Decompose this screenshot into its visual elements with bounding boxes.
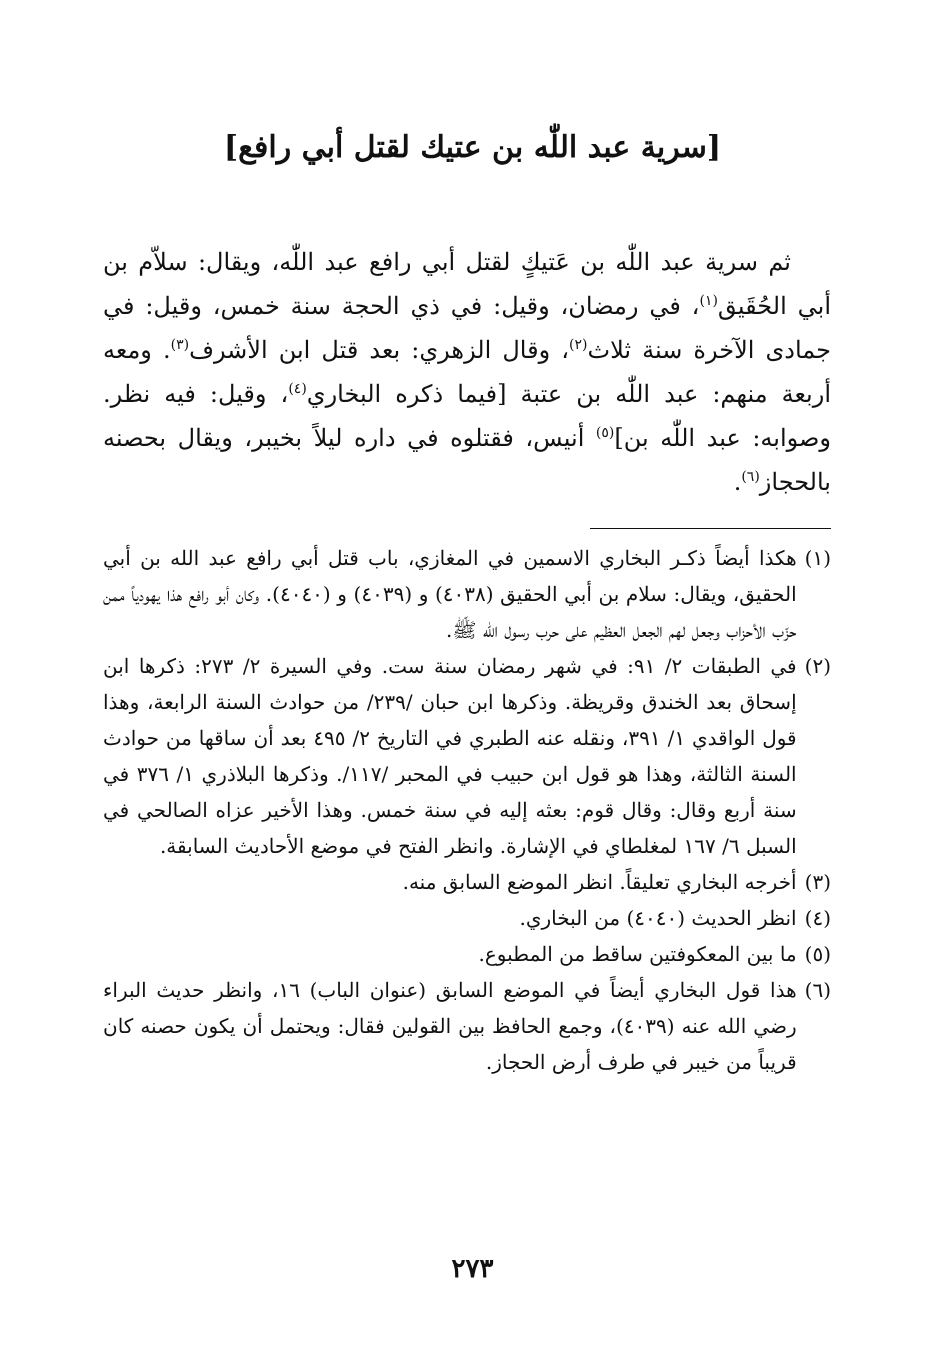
footnote-5 [103, 936, 831, 972]
footnote-text: ما بين المعكوفتين ساقط من المطبوع. [478, 942, 797, 966]
paragraph-text [103, 240, 831, 504]
footnote-number: (٦) [804, 978, 831, 1002]
footnote-4 [103, 900, 831, 936]
section-title: [سرية عبد اللّٰه بن عتيك لقتل أبي رافع] [223, 130, 722, 165]
footnote-ref: (٣) [170, 337, 190, 353]
page-number: ٢٧٣ [451, 1254, 494, 1284]
text-segment: ، وقيل: فيه نظر. وصوابه: عبد اللّٰه بن] [103, 380, 831, 452]
footnote-number: (٤) [804, 906, 831, 930]
text-segment: أنيس، فقتلوه في داره ليلاً بخيبر، ويقال بحصنه بالحجاز [103, 424, 831, 496]
footnote-number: (١) [804, 546, 831, 570]
footnote-2 [103, 648, 831, 864]
footnote-separator [590, 528, 831, 529]
text-segment: . [733, 468, 742, 496]
footnote-ref: (٤) [288, 381, 307, 397]
footnote-1 [103, 540, 831, 648]
footnotes [103, 540, 831, 1080]
text-segment: ، وقال الزهري: بعد قتل ابن الأشرف [189, 336, 569, 364]
footnote-text: في الطبقات ٢/ ٩١: في شهر رمضان سنة ست. وفي السيرة ٢/ ٢٧٣: ذكرها ابن إسحاق بعد الخندق وقريظة. وذكرها ابن حبان /٢٣٩/ من حوادث السنة الرابعة، وهذا قول الواقدي ١/ ٣٩١، ونقله عنه الطبري في التاريخ ٢/ ٤٩٥ بعد أن ساقها من حوادث السنة الثالثة، وهذا هو قول ابن حبيب في المحبر /١١٧/. وذكرها البلاذري ١/ ٣٧٦ في سنة أربع وقال: وقال قوم: بعثه إليه في سنة خمس. وهذا الأخير عزاه الصالحي في السبل ٦/ ١٦٧ لمغلطاي في الإشارة. وانظر الفتح في موضع الأحاديث السابقة. [103, 654, 797, 858]
footnote-6 [103, 972, 831, 1080]
footnote-number: (٥) [804, 942, 831, 966]
footnote-text: هذا قول البخاري أيضاً في الموضع السابق (عنوان الباب) ١٦، وانظر حديث البراء رضي الله عنه (٤٠٣٩)، وجمع الحافظ بين القولين فقال: ويحتمل أن يكون حصنه كان قريباً من خيبر في طرف أرض الحجاز. [103, 978, 797, 1074]
footnote-ref: (٢) [569, 337, 588, 353]
footnote-ref: (٦) [741, 469, 760, 485]
footnote-number: (٣) [804, 870, 831, 894]
footnote-text: هكذا أيضاً ذكـر البخاري الاسمين في المغازي، باب قتل أبي رافع عبد الله بن أبي الحقيق، ويقال: سلام بن أبي الحقيق (٤٠٣٨) و (٤٠٣٩) و (٤٠٤٠). وكان أبو رافع هذا يهودياً ممن حزّب الأحزاب وجعل لهم الجعل العظيم على حرب رسول الله ﷺ. [103, 546, 797, 642]
footnote-3 [103, 864, 831, 900]
footnote-ref: (٥) [595, 425, 615, 441]
text-segment: ، في رمضان، وقيل: في ذي الحجة سنة خمس، وقيل: في جمادى الآخرة سنة ثلاث [103, 292, 831, 364]
footnote-number: (٢) [804, 654, 831, 678]
main-paragraph [103, 240, 831, 504]
footnote-text: أخرجه البخاري تعليقاً. انظر الموضع السابق منه. [402, 870, 797, 894]
text-segment: . ومعه أربعة منهم: عبد اللّٰه بن عتبة [فيما ذكره البخاري [103, 336, 831, 408]
footnote-ref: (١) [699, 293, 718, 309]
footnote-text: انظر الحديث (٤٠٤٠) من البخاري. [519, 906, 797, 930]
text-segment: ثم سرية عبد اللّٰه بن عَتيكٍ لقتل أبي رافع عبد اللّٰه، ويقال: سلاّم بن أبي الحُقَيق [103, 248, 831, 320]
